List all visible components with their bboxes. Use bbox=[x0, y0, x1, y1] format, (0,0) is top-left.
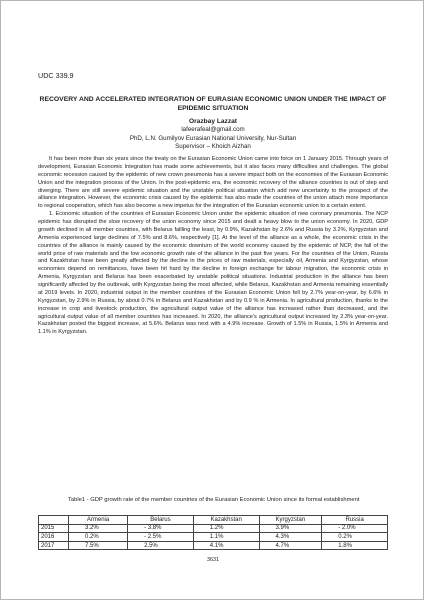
table-cell: 4.1% bbox=[193, 541, 259, 550]
author-name: Orazbay Lazzat bbox=[188, 118, 237, 125]
table-cell: 3.9% bbox=[259, 524, 322, 533]
table-row bbox=[39, 524, 388, 533]
page-number: 3631 bbox=[207, 557, 219, 563]
author-block bbox=[38, 118, 388, 152]
table-row bbox=[39, 541, 388, 550]
table-header-cell: Belarus bbox=[128, 516, 194, 525]
table-header-cell: Russia bbox=[322, 516, 388, 525]
table-cell: 0.2% bbox=[69, 533, 128, 542]
table-cell-year: 2017 bbox=[39, 541, 69, 550]
table-caption: Table1 - GDP growth rate of the member countries of the Eurasian Economic Union since its formal establishment bbox=[68, 497, 360, 503]
table-cell: 2.5% bbox=[128, 541, 194, 550]
table-header-row bbox=[39, 516, 388, 525]
body-text bbox=[38, 156, 388, 337]
table-cell-year: 2016 bbox=[39, 533, 69, 542]
author-affiliation: PhD, L.N. Gumilyov Eurasian National University, Nur-Sultan bbox=[129, 134, 297, 142]
table-cell: - 3.8% bbox=[128, 524, 194, 533]
table-cell: 3.2% bbox=[69, 524, 128, 533]
intro-paragraph: It has been more than six years since the treaty on the Eurasian Economic Union came into force on 1 January 2015. Through years of development, Eurasian Economic Integration has made some achievements, but it also faces many difficulties and challenges. The global economic recession caused by the epidemic of new crown pneumonia has a severe impact both on the economies of the Eurasian Economic Union and the integration process of the Union. In the post-epidemic era, the economic recovery of the alliance countries is out of step and diverging. There are still severe epidemic situation and the unstable political situation which add new uncertainty to the prospect of the alliance integration. However, the economic crisis caused by the epidemic has also made the countries of the union attach more importance to regional cooperation, which has also become a new impetus for the integration of the Eurasian economic union to a certain extent. bbox=[38, 156, 388, 210]
table-cell-year: 2015 bbox=[39, 524, 69, 533]
paper-title: RECOVERY AND ACCELERATED INTEGRATION OF EURASIAN ECONOMIC UNION UNDER THE IMPACT OF EPIDEMIC SITUATION bbox=[39, 96, 387, 113]
table-cell: 4.3% bbox=[259, 533, 322, 542]
table-header-cell: Kyrgyzstan bbox=[259, 516, 322, 525]
table-cell: - 2.5% bbox=[128, 533, 194, 542]
table-cell: 1.1% bbox=[193, 533, 259, 542]
author-email[interactable]: lafeerafeal@gmail.com bbox=[181, 126, 245, 134]
table-header-cell: Armenia bbox=[69, 516, 128, 525]
section-1-paragraph: 1. Economic situation of the countries of Eurasian Economic Union under the epidemic situation of new coronary pneumonia. The NCP epidemic has disrupted the slow recovery of the union economy since 2015 and dealt a heavy blow to the union economy. In 2020, GDP growth declined in all member countries, with Belarus fallling the least, by 0.9%, Kazakhstan by 2.6% and Russia by 3.2%, Kyrgyzstan and Armenia experienced large declines of 7.5% and 8.6%, respectively [1]. At the level of the alliance as a whole, the economic crisis in the countries of the alliance is mainly caused by the economic downturn of the world economy caused by the epidemic of NCP, the fall of the world price of raw materials and the low economic growth rate of the alliance in the past five years. For the countries of the Union, Russia and Kazakhstan have been greatly affected by the decline in the prices of raw materials, especially oil, Armenia and Kyrgyzstan, whose economies depend on remittances, have been hit hard by the decline in foreign exchange for labour migration, the economic crisis in Armenia, Kyrgyzstan and Belarus has been exacerbated by unstable political situations. Industrial production in the alliance has been significantly affected by the outbreak, with Kyrgyzstan being the most affected, while Belarus, Kazakhstan and Armenia remaining essentially at 2019 levels. In 2020, industrial output in the member countries of the Eurasian Economic Union fell by 2.7% year-on-year, by 6.6% in Kyrgyzstan, by 2.9% in Russia, by about 0.7% in Belarus and Kazakhstan and by 0.9 % in Armenia. In agricultural production, thanks to the increase in crop and livestock production, the agricultural output value of the alliance has increased rather than decreased, and the agricultural output value of all member countries has increased. In 2020, the alliance's agricultural output increased by 2.3% year-on-year. Kazakhstan posted the biggest increase, at 5.6%. Belarus was next with a 4.9% increase. Growth of 1.5% in Russia, 1.5% in Armenia and 1.1% in Kyrgyzstan. bbox=[38, 211, 388, 336]
table-header-cell: Kazakhstan bbox=[193, 516, 259, 525]
table-cell: 7.5% bbox=[69, 541, 128, 550]
supervisor-line: Supervisor – Khoich Aizhan bbox=[175, 143, 251, 151]
table-cell: 1.2% bbox=[193, 524, 259, 533]
table-row bbox=[39, 533, 388, 542]
table-cell: 1.8% bbox=[322, 541, 388, 550]
table-header-cell bbox=[39, 516, 69, 525]
udc-code: UDC 339.9 bbox=[38, 71, 74, 80]
table-cell: 4.7% bbox=[259, 541, 322, 550]
table-cell: - 2.0% bbox=[322, 524, 388, 533]
table-cell: 0.2% bbox=[322, 533, 388, 542]
gdp-growth-table bbox=[38, 515, 388, 550]
